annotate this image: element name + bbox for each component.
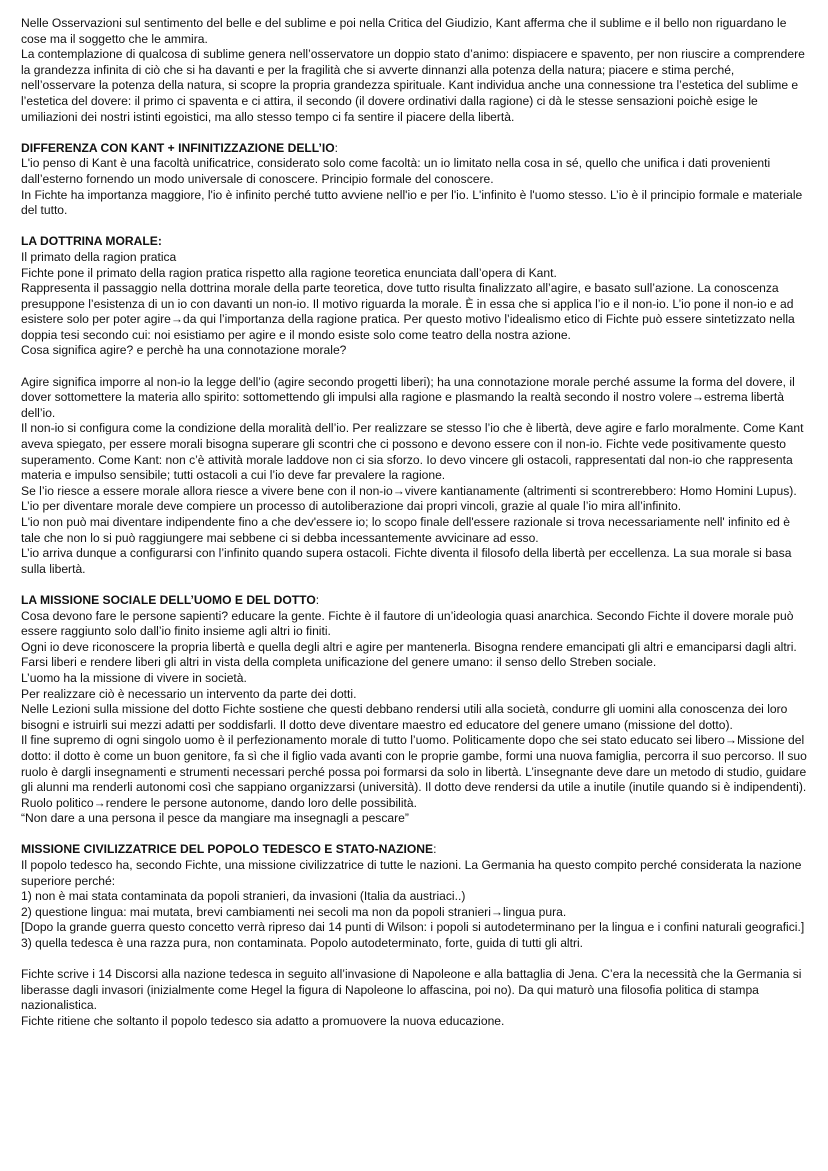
list-item: 3) quella tedesca è una razza pura, non contaminata. Popolo autodeterminato, forte, guida di tutti gli altri. [21,936,584,951]
paragraph: [Dopo la grande guerra questo concetto verrà ripreso dai 14 punti di Wilson: i popoli si autodeterminano per la lingua e i confini naturali geografici.] [21,920,805,935]
section-heading: DIFFERENZA CON KANT + INFINITIZZAZIONE DELL’IO: [21,140,339,155]
paragraph: Il non-io si configura come la condizione della moralità dell’io. Per realizzare se stesso l’io che è libertà, deve agire e farlo moralmente. Come Kant aveva spiegato, per essere morali bisogna superare gli scontri che ci possono e devono essere con il non-io. Fichte vede positivamente questo superamento. Come Kant: non c’è attività morale laddove non ci sia sforzo. Io devo vincere gli ostacoli, rappresentati dal non-io che rappresenta materia e impulso sensibile; tutti ostacoli a cui l’io deve far prevalere la ragione. [21,421,804,483]
paragraph: Nelle Lezioni sulla missione del dotto Fichte sostiene che questi debbano rendersi utili alla società, condurre gli uomini alla conoscenza dei loro bisogni e istruirli sui mezzi adatti per soddisfarli. Il dotto deve diventare maestro ed educatore del genere umano (missione del dotto). [21,702,788,732]
blank-line [21,359,810,375]
paragraph: L'io penso di Kant è una facoltà unificatrice, considerato solo come facoltà: un io limitato nella cosa in sé, quello che unifica i dati provenienti dall’esterno fornendo un modo universale di conoscere. Principio formale del conoscere. [21,156,771,186]
paragraph: Fichte pone il primato della ragion pratica rispetto alla ragione teoretica enunciata dall’opera di Kant. [21,265,557,280]
paragraph: La contemplazione di qualcosa di sublime genera nell’osservatore un doppio stato d’animo: dispiacere e spavento, per non riuscire a comprendere la grandezza infinita di ciò che si ha davanti e per la fragilità che si avverte dinnanzi alla potenza della natura; piacere e stima perché, nell’osservare la potenza della natura, si scopre la propria grandezza spirituale. Kant individua anche una connessione tra l’estetica del sublime e l’estetica del dovere: il primo ci spaventa e ci attira, il secondo (il dovere ordinativi dalla ragione) ci dà le stesse sensazioni poichè esige le umiliazioni dei nostri istinti egoistici, ma allo stesso tempo ci fa sentire il piacere della libertà. [21,47,805,124]
section-heading: LA MISSIONE SOCIALE DELL’UOMO E DEL DOTTO: [21,592,320,607]
paragraph: Il primato della ragion pratica [21,249,177,264]
paragraph: Il popolo tedesco ha, secondo Fichte, una missione civilizzatrice di tutte le nazioni. La Germania ha questo compito perché considerata la nazione superiore perché: [21,858,802,888]
paragraph: Agire significa imporre al non-io la legge dell’io (agire secondo progetti liberi); ha una connotazione morale perché assume la forma del dovere, il dover sottomettere la materia allo spirito: sottomettendo gli impulsi alla ragione e plasmando la realtà secondo il nostro volere→estrema libertà dell’io. [21,374,795,420]
section-dottrina-morale [21,234,810,577]
paragraph: Rappresenta il passaggio nella dottrina morale della parte teoretica, dove tutto risulta finalizzato all’agire, e basato sull’azione. La conoscenza presuppone l’esistenza di un io con davanti un non-io. Il motivo riguarda la morale. È in essa che si applica l’io e il non-io. L’io pone il non-io e ad esistere solo per poter agire→da qui l’importanza della ragione pratica. Per questo motivo l’idealismo etico di Fichte può essere sintetizzato nella doppia tesi secondo cui: noi esistiamo per agire e il mondo esiste solo come teatro della nostra azione. [21,281,795,342]
list-item: 1) non è mai stata contaminata da popoli stranieri, da invasioni (Italia da austriaci..) [21,889,466,904]
paragraph: Se l’io riesce a essere morale allora riesce a vivere bene con il non-io→vivere kantianamente (altrimenti si scontrerebbero: Homo Homini Lupus). L’io per diventare morale deve compiere un processo di autoliberazione dai propri vincoli, grazie al quale l’io mira all’infinito. [21,483,797,514]
section-heading: MISSIONE CIVILIZZATRICE DEL POPOLO TEDESCO E STATO-NAZIONE: [21,842,437,857]
list-item: 2) questione lingua: mai mutata, brevi cambiamenti nei secoli ma non da popoli stranieri→lingua pura. [21,904,567,919]
paragraph: “Non dare a una persona il pesce da mangiare ma insegnagli a pescare” [21,811,409,826]
section-heading: LA DOTTRINA MORALE: [21,234,162,249]
paragraph: Cosa significa agire? e perchè ha una connotazione morale? [21,343,347,358]
paragraph: In Fichte ha importanza maggiore, l'io è infinito perché tutto avviene nell'io e per l'io. L'infinito è l'uomo stesso. L’io è il principio formale e materiale del tutto. [21,187,803,218]
section-differenza-con-kant [21,141,810,219]
paragraph: Fichte scrive i 14 Discorsi alla nazione tedesca in seguito all’invasione di Napoleone e alla battaglia di Jena. C’era la necessità che la Germania si liberasse dagli invasori (inizialmente come Hegel la figura di Napoleone lo affascina, poi no). Da qui maturò una filosofia politica di stampa nazionalistica. [21,967,802,1013]
paragraph: L’uomo ha la missione di vivere in società. [21,670,247,685]
paragraph: Nelle Osservazioni sul sentimento del belle e del sublime e poi nella Critica del Giudizio, Kant afferma che il sublime e il bello non riguardano le cose ma il soggetto che le ammira. [21,16,787,46]
intro-section [21,16,810,125]
paragraph: L'io non può mai diventare indipendente fino a che dev'essere io; lo scopo finale dell'essere razionale si trova necessariamente nell' infinito ed è tale che non lo si può raggiungere mai sebbene ci si debba incessantemente avvicinare ad esso. [21,515,790,545]
paragraph: Il fine supremo di ogni singolo uomo è il perfezionamento morale di tutto l’uomo. Politicamente dopo che sei stato educato sei libero→Missione del dotto: il dotto è come un buon genitore, fa sì che il figlio vada avanti con le proprie gambe, formi una nuova famiglia, percorra il suo percorso. Il suo ruolo è dargli insegnamenti e strumenti necessari perché possa poi formarsi da solo in libertà. L’insegnante deve dare un metodo di studio, guidare gli alunni ma renderli autonomi così che sappiano organizzarsi (università). Il dotto deve rendersi da utile a inutile (inutile quando si è indipendenti). Ruolo politico→rendere le persone autonome, dando loro delle possibilità. [21,733,807,810]
paragraph: Fichte ritiene che soltanto il popolo tedesco sia adatto a promuovere la nuova educazione. [21,1014,505,1028]
section-missione-civilizzatrice [21,842,810,1029]
paragraph: Per realizzare ciò è necessario un intervento da parte dei dotti. [21,686,357,701]
paragraph: L’io arriva dunque a configurarsi con l’infinito quando supera ostacoli. Fichte diventa il filosofo della libertà per eccellenza. La sua morale si basa sulla libertà. [21,546,792,576]
section-missione-sociale [21,593,810,827]
paragraph: Cosa devono fare le persone sapienti? educare la gente. Fichte è il fautore di un’ideologia quasi anarchica. Secondo Fichte il dovere morale può essere raggiunto solo dall’io finito insieme agli altri io finiti. [21,608,794,639]
paragraph: Ogni io deve riconoscere la propria libertà e quella degli altri e agire per mantenerla. Bisogna rendere emancipati gli altri e emanciparsi dagli altri. Farsi liberi e rendere liberi gli altri in vista della completa unificazione del genere umano: il senso dello Streben sociale. [21,639,797,670]
blank-line [21,952,810,968]
